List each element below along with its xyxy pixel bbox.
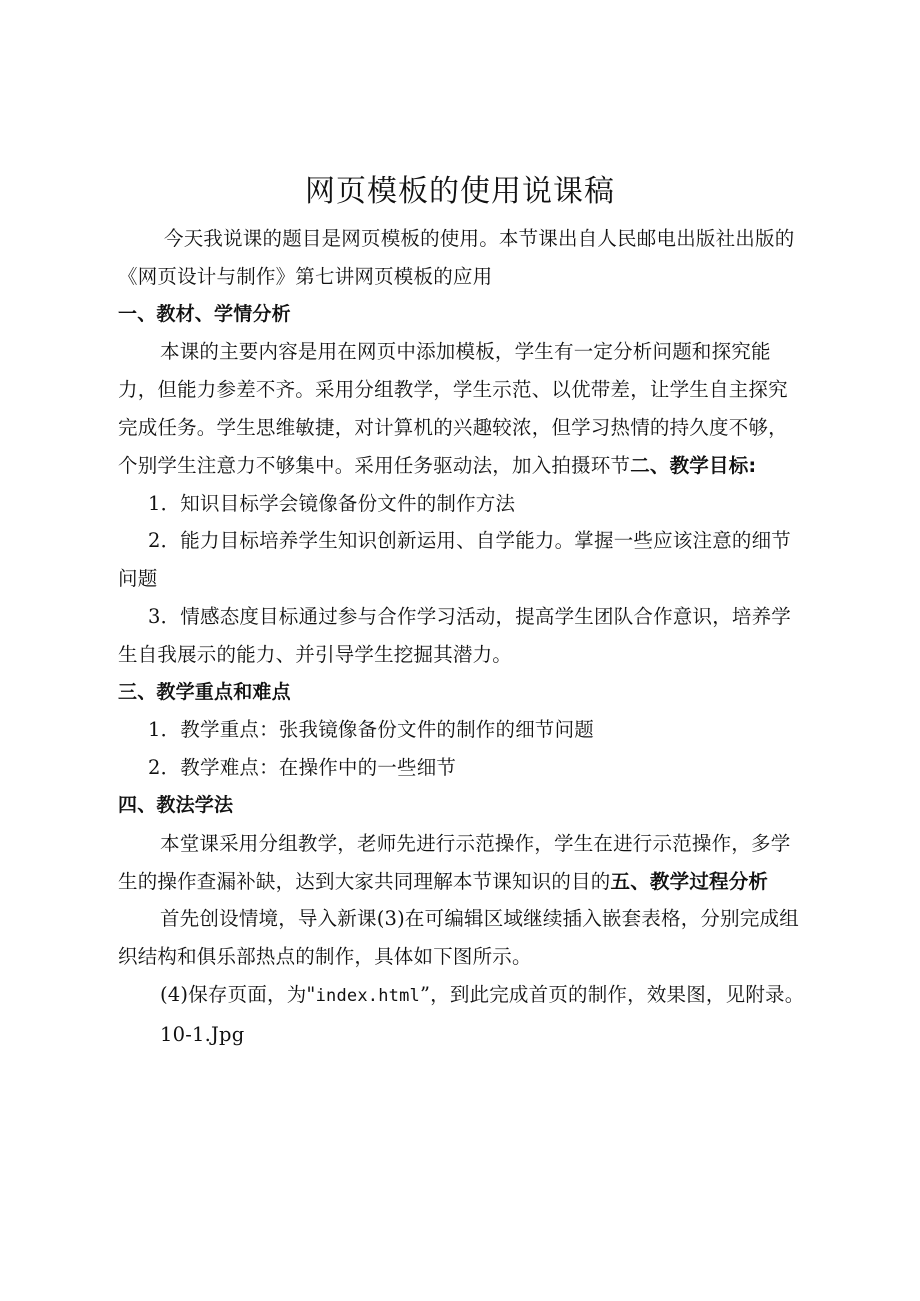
document-title: 网页模板的使用说课稿 — [305, 174, 615, 209]
difficulty-item: 2．教学难点：在操作中的一些细节 — [148, 756, 457, 780]
process-text-before: (4)保存页面，为" — [160, 982, 316, 1006]
section-heading-2: 二、教学目标: — [630, 453, 757, 477]
method-text: 本堂课采用分组教学，老师先进行示范操作，学生在进行示范操作，多学生的操作查漏补缺，达到大家共同理解本节课知识的目的 — [118, 831, 791, 893]
key-point-item: 1．教学重点：张我镜像备份文件的制作的细节问题 — [148, 718, 595, 742]
figure-reference: 10-1.Jpg — [160, 1022, 245, 1046]
process-text-after: ”，到此完成首页的制作，效果图，见附录。 — [419, 982, 805, 1006]
section-heading-5: 五、教学过程分析 — [610, 869, 769, 893]
analysis-paragraph — [118, 333, 806, 484]
process-paragraph-1: 首先创设情境，导入新课(3)在可编辑区域继续插入嵌套表格，分别完成组织结构和俱乐部热点的制作，具体如下图所示。 — [118, 907, 799, 969]
section-heading-4: 四、教法学法 — [118, 793, 234, 816]
goal-item-2: 2．能力目标培养学生知识创新运用、自学能力。掌握一些应该注意的细节问题 — [118, 529, 792, 591]
goal-item-1: 1．知识目标学会镜像备份文件的制作方法 — [148, 491, 516, 515]
analysis-text: 本课的主要内容是用在网页中添加模板，学生有一定分析问题和探究能力，但能力参差不齐。采用分组教学，学生示范、以优带差，让学生自主探究完成任务。学生思维敏捷，对计算机的兴趣较浓，但学习热情的持久度不够，个别学生注意力不够集中。采用任务驱动法，加入拍摄环节 — [118, 340, 788, 477]
intro-paragraph: 今天我说课的题目是网页模板的使用。本节课出自人民邮电出版社出版的《网页设计与制作》第七讲网页模板的应用 — [118, 227, 795, 288]
goal-item-3: 3．情感态度目标通过参与合作学习活动，提高学生团队合作意识，培养学生自我展示的能力、并引导学生挖掘其潜力。 — [118, 604, 792, 666]
section-heading-3: 三、教学重点和难点 — [118, 680, 291, 703]
document-body — [118, 220, 806, 1054]
method-paragraph — [118, 825, 806, 901]
filename-code: index.html — [315, 985, 420, 1006]
section-heading-1: 一、教材、学情分析 — [118, 302, 291, 325]
process-paragraph-2 — [118, 976, 806, 1016]
